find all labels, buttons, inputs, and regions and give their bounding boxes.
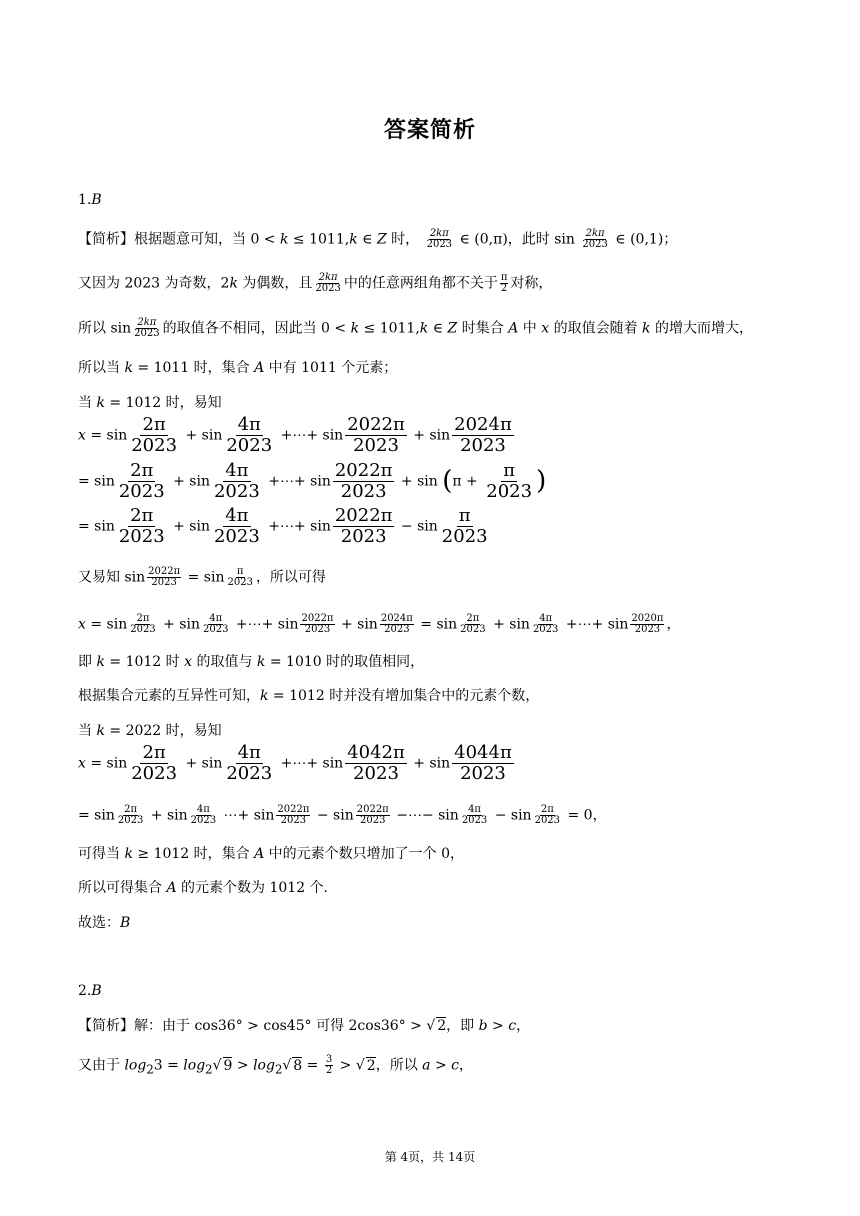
subscript: 2 bbox=[274, 1062, 283, 1077]
text: 根据集合元素的互异性可知， bbox=[78, 688, 260, 704]
text: 所以当 bbox=[78, 360, 125, 376]
text: + sin bbox=[408, 427, 451, 444]
text: 又因为 2023 为奇数，2 bbox=[78, 275, 230, 292]
var-k: k bbox=[124, 360, 133, 376]
log: log bbox=[124, 1057, 147, 1074]
fraction: $\frac{2\pi}{2023}$ bbox=[117, 804, 144, 826]
fraction: $\frac{\pi}{2}$ bbox=[500, 272, 508, 294]
text: ， bbox=[666, 616, 681, 633]
var-c: c bbox=[508, 1018, 517, 1034]
text: 的取值各不相同，因此当 0 < bbox=[162, 320, 351, 337]
var-k: k bbox=[260, 688, 269, 704]
fraction: $\frac{2020\pi}{2023}$ bbox=[631, 613, 664, 635]
text: 又由于 bbox=[78, 1057, 125, 1074]
text: = 0， bbox=[563, 807, 607, 824]
text: 对称， bbox=[510, 275, 553, 292]
var-k: k bbox=[124, 846, 133, 862]
text: 中的元素个数只增加了一个 0， bbox=[264, 846, 465, 862]
text: − sin bbox=[490, 807, 532, 824]
fraction: $\frac{2022\pi}{2023}$ bbox=[334, 505, 393, 547]
var-k: k bbox=[419, 320, 429, 337]
var-a: A bbox=[254, 846, 265, 862]
text: 中的任意两组角都不关于 bbox=[343, 275, 498, 292]
text: = 1012 时 bbox=[104, 654, 185, 670]
text: +⋯+ sin bbox=[276, 755, 344, 772]
q1-line-1 bbox=[78, 229, 677, 250]
subscript: 2 bbox=[146, 1062, 154, 1077]
q1-equation-4 bbox=[78, 743, 516, 784]
radicand: 2 bbox=[366, 1057, 376, 1074]
text: + sin bbox=[336, 616, 378, 633]
text: + sin bbox=[408, 755, 451, 772]
text: > bbox=[487, 1018, 509, 1034]
fraction: $\frac{4\pi}{2023}$ bbox=[532, 613, 559, 635]
text: > bbox=[232, 1057, 254, 1074]
text: ，所以 bbox=[375, 1057, 423, 1074]
text: 【简析】根据题意可知，当 0 < bbox=[78, 231, 280, 248]
page-footer: 第 4页，共 14页 bbox=[384, 1150, 476, 1164]
q1-line-5 bbox=[78, 395, 222, 412]
fraction: $\frac{4\pi}{2023}$ bbox=[226, 414, 273, 456]
text: + sin bbox=[181, 427, 223, 444]
radicand: 9 bbox=[223, 1057, 233, 1074]
q2-number: 2. bbox=[78, 983, 92, 999]
text: ， bbox=[459, 1057, 474, 1074]
var-a: a bbox=[422, 1057, 431, 1074]
text: ，即 bbox=[446, 1018, 479, 1034]
paren: ( bbox=[442, 465, 453, 496]
fraction: $\frac{2k\pi}{2023}$ bbox=[426, 228, 453, 250]
text: √ bbox=[282, 1057, 292, 1074]
q1-number: 1. bbox=[78, 192, 92, 208]
text: ∈ (0,π)，此时 sin bbox=[455, 231, 575, 248]
text: = sin bbox=[85, 616, 128, 633]
text: ∈ bbox=[428, 320, 448, 337]
q2-line-2 bbox=[78, 1055, 473, 1076]
paren: ) bbox=[536, 465, 547, 496]
q1-equation-1 bbox=[78, 415, 516, 456]
text: 的增大而增大， bbox=[650, 320, 753, 337]
fraction: $\frac{2024\pi}{2023}$ bbox=[380, 613, 413, 635]
fraction: $\frac{4\pi}{2023}$ bbox=[190, 804, 217, 826]
text: 当 bbox=[78, 723, 97, 739]
q1-line-13 bbox=[78, 723, 222, 740]
var-c: c bbox=[451, 1057, 460, 1074]
text: = sin bbox=[85, 427, 128, 444]
answer-choice: B bbox=[120, 915, 131, 931]
text: +⋯+ sin bbox=[276, 427, 344, 444]
text: = 2022 时，易知 bbox=[104, 723, 222, 739]
text: + sin bbox=[396, 473, 438, 490]
fraction: $\frac{2\pi}{2023}$ bbox=[460, 613, 486, 635]
subscript: 2 bbox=[205, 1062, 213, 1077]
var-k: k bbox=[96, 395, 105, 411]
var-x: x bbox=[78, 755, 86, 772]
text: 的取值会随着 bbox=[549, 320, 643, 337]
var-x: x bbox=[541, 320, 550, 337]
var-x: x bbox=[184, 654, 193, 670]
text: > √ bbox=[335, 1057, 365, 1074]
text: = sin bbox=[78, 807, 115, 824]
text: + sin bbox=[168, 473, 210, 490]
var-a: A bbox=[254, 360, 265, 376]
text: 【简析】解：由于 cos36° > cos45° 可得 2cos36° > √ bbox=[78, 1018, 436, 1034]
text: 可得当 bbox=[78, 846, 125, 862]
text: + sin bbox=[168, 518, 210, 535]
text: = bbox=[302, 1057, 323, 1074]
text: +⋯+ sin bbox=[263, 473, 331, 490]
text: = sin bbox=[183, 569, 225, 586]
var-a: A bbox=[166, 880, 177, 896]
radicand: 8 bbox=[293, 1057, 303, 1074]
text: 时， bbox=[386, 231, 420, 248]
var-z: Z bbox=[447, 320, 458, 337]
text: = sin bbox=[415, 616, 458, 633]
var-k: k bbox=[96, 723, 105, 739]
q1-header bbox=[78, 192, 102, 209]
fraction: $\frac{2022\pi}{2023}$ bbox=[356, 804, 389, 826]
fraction: $\frac{2k\pi}{2023}$ bbox=[134, 317, 160, 339]
q1-line-16 bbox=[78, 846, 464, 863]
text: 所以可得集合 bbox=[78, 880, 167, 896]
text: 所以 sin bbox=[78, 320, 132, 337]
q1-line-12 bbox=[78, 688, 539, 705]
text: = sin bbox=[78, 518, 115, 535]
fraction: $\frac{4\pi}{2023}$ bbox=[213, 505, 260, 547]
var-k: k bbox=[349, 231, 358, 248]
q2-answer: B bbox=[91, 983, 102, 999]
q1-line-17 bbox=[78, 880, 328, 897]
var-k: k bbox=[642, 320, 651, 337]
var-z: Z bbox=[376, 231, 387, 248]
radicand: 2 bbox=[437, 1018, 447, 1034]
text: ≤ 1011, bbox=[288, 231, 350, 248]
text: ⋯+ sin bbox=[219, 807, 275, 824]
fraction: $\frac{2022\pi}{2023}$ bbox=[347, 414, 405, 456]
text: + sin bbox=[146, 807, 188, 824]
fraction: $\frac{4\pi}{2023}$ bbox=[213, 460, 260, 502]
q1-line-3 bbox=[78, 318, 753, 339]
fraction: $\frac{2\pi}{2023}$ bbox=[130, 613, 156, 635]
q1-answer: B bbox=[91, 192, 102, 208]
text: 的取值与 bbox=[192, 654, 257, 670]
var-k: k bbox=[256, 654, 266, 670]
fraction: $\frac{2024\pi}{2023}$ bbox=[454, 414, 512, 456]
log: log bbox=[253, 1057, 275, 1074]
fraction: $\frac{2\pi}{2023}$ bbox=[131, 414, 178, 456]
text: ≤ 1011, bbox=[359, 320, 420, 337]
fraction: $\frac{2\pi}{2023}$ bbox=[118, 460, 165, 502]
fraction: $\frac{2022\pi}{2023}$ bbox=[334, 460, 393, 502]
text: ，所以可得 bbox=[255, 569, 326, 586]
fraction: $\frac{\pi}{2023}$ bbox=[486, 460, 533, 502]
q1-line-4 bbox=[78, 360, 397, 377]
text: √ bbox=[212, 1057, 222, 1074]
page-title: 答案简析 bbox=[383, 118, 476, 143]
text: = 1010 时的取值相同， bbox=[265, 654, 425, 670]
text: ≥ 1012 时，集合 bbox=[132, 846, 255, 862]
text: 即 bbox=[78, 654, 97, 670]
text: 又易知 sin bbox=[78, 569, 146, 586]
fraction: $\frac{2\pi}{2023}$ bbox=[131, 742, 178, 784]
q1-line-2 bbox=[78, 273, 552, 294]
fraction: $\frac{2k\pi}{2023}$ bbox=[315, 272, 341, 294]
q1-equation-3 bbox=[78, 506, 492, 547]
log: log bbox=[183, 1057, 206, 1074]
fraction: $\frac{2k\pi}{2023}$ bbox=[582, 228, 608, 250]
fraction: $\frac{4\pi}{2023}$ bbox=[226, 742, 273, 784]
q1-line-18 bbox=[78, 915, 130, 932]
var-x: x bbox=[78, 427, 86, 444]
q2-line-1 bbox=[78, 1018, 530, 1035]
fraction: $\frac{2022\pi}{2023}$ bbox=[277, 804, 310, 826]
text: = sin bbox=[85, 755, 128, 772]
text: = 1011 时，集合 bbox=[132, 360, 255, 376]
text: ∈ bbox=[357, 231, 377, 248]
text: 中有 1011 个元素； bbox=[264, 360, 398, 376]
fraction: $\frac{4\pi}{2023}$ bbox=[202, 613, 229, 635]
text: + sin bbox=[488, 616, 530, 633]
text: 时集合 bbox=[457, 320, 509, 337]
q1-line-15 bbox=[78, 805, 607, 826]
text: + sin bbox=[181, 755, 223, 772]
fraction: $\frac{4044\pi}{2023}$ bbox=[454, 742, 512, 784]
text: − sin bbox=[396, 518, 438, 535]
fraction: $\frac{2\pi}{2023}$ bbox=[534, 804, 561, 826]
q1-line-9 bbox=[78, 567, 326, 588]
text: ∈ (0,1)； bbox=[610, 231, 678, 248]
var-k: k bbox=[280, 231, 289, 248]
text: + sin bbox=[158, 616, 200, 633]
text: +⋯+ sin bbox=[231, 616, 299, 633]
fraction: $\frac{3}{2}$ bbox=[325, 1054, 333, 1076]
text: 中 bbox=[518, 320, 542, 337]
text: 故选： bbox=[78, 915, 120, 931]
text: = 1012 时，易知 bbox=[104, 395, 222, 411]
text: − sin bbox=[312, 807, 354, 824]
text: ， bbox=[516, 1018, 531, 1034]
text: 的元素个数为 1012 个. bbox=[176, 880, 329, 896]
text: = 1012 时并没有增加集合中的元素个数， bbox=[268, 688, 540, 704]
text: −⋯− sin bbox=[391, 807, 459, 824]
text: > bbox=[430, 1057, 452, 1074]
var-k: k bbox=[350, 320, 360, 337]
text: +⋯+ sin bbox=[263, 518, 331, 535]
fraction: $\frac{\pi}{2023}$ bbox=[441, 505, 488, 547]
text: +⋯+ sin bbox=[561, 616, 629, 633]
fraction: $\frac{2\pi}{2023}$ bbox=[118, 505, 165, 547]
text: = sin bbox=[78, 473, 115, 490]
q2-header bbox=[78, 983, 102, 1000]
var-k: k bbox=[96, 654, 105, 670]
text: π + bbox=[452, 473, 483, 490]
fraction: $\frac{2022\pi}{2023}$ bbox=[301, 613, 334, 635]
var-x: x bbox=[78, 616, 86, 633]
text: 当 bbox=[78, 395, 97, 411]
q1-equation-2 bbox=[78, 461, 546, 502]
q1-line-11 bbox=[78, 654, 424, 671]
var-a: A bbox=[508, 320, 519, 337]
text: 3 = bbox=[153, 1057, 184, 1074]
fraction: $\frac{4042\pi}{2023}$ bbox=[347, 742, 405, 784]
text: 为偶数，且 bbox=[237, 275, 313, 292]
q1-line-10 bbox=[78, 614, 680, 635]
var-k: k bbox=[229, 275, 238, 292]
fraction: $\frac{2022\pi}{2023}$ bbox=[148, 566, 181, 588]
fraction: $\frac{\pi}{2023}$ bbox=[227, 566, 253, 588]
fraction: $\frac{4\pi}{2023}$ bbox=[461, 804, 488, 826]
var-b: b bbox=[478, 1018, 488, 1034]
